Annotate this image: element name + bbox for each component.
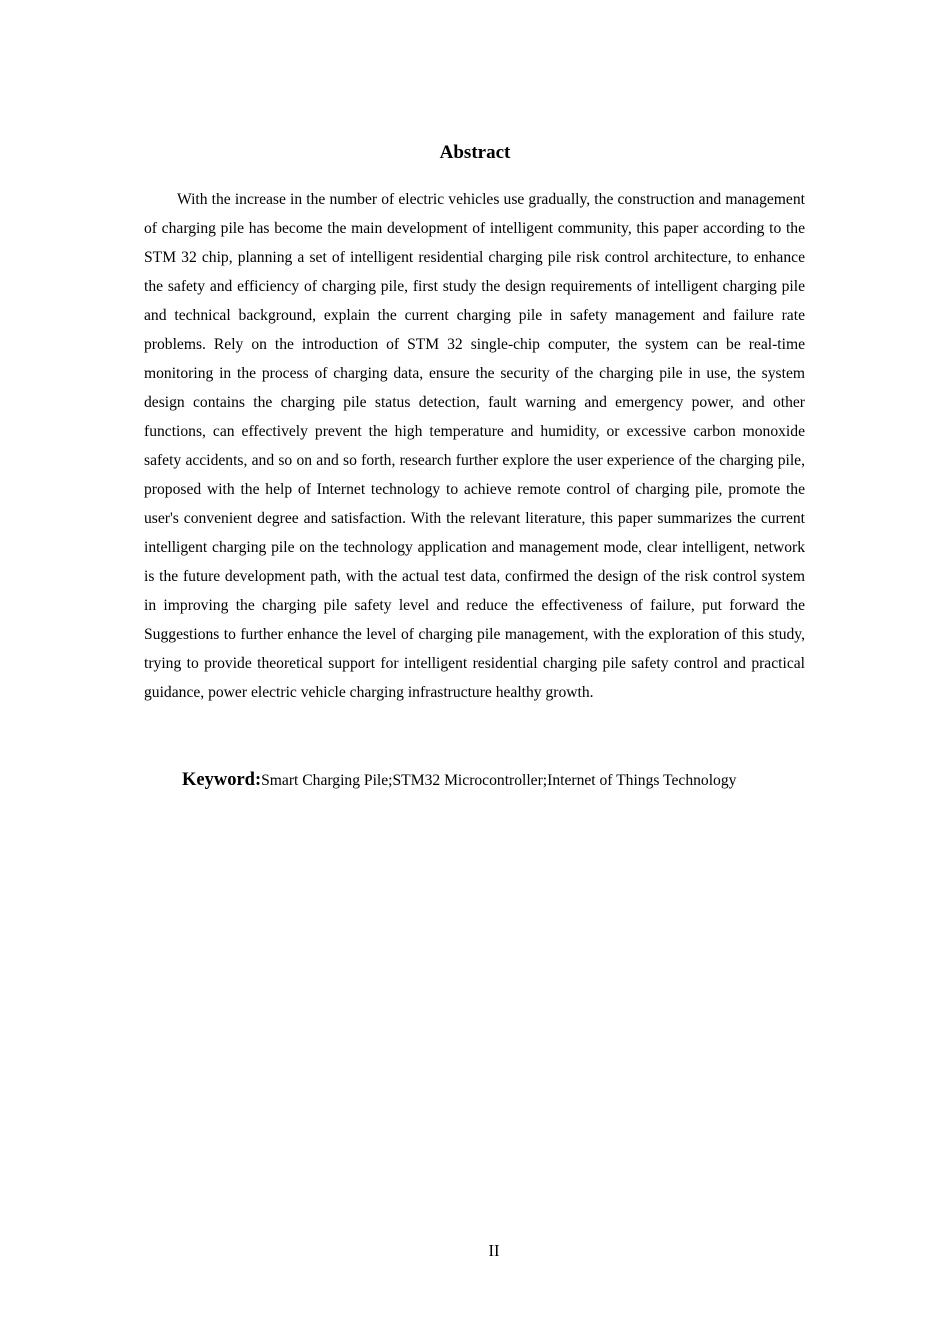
keywords-label: Keyword: bbox=[182, 770, 262, 790]
keywords-value: Smart Charging Pile;STM32 Microcontroller;Internet of Things Technology bbox=[261, 772, 737, 789]
page-number: II bbox=[488, 1241, 500, 1260]
keywords-line bbox=[182, 766, 736, 795]
abstract-body: With the increase in the number of electric vehicles use gradually, the construction and management of charging pile has become the main development of intelligent community, this paper according to the STM 32 chip, planning a set of intelligent residential charging pile risk control architecture, to enhance the safety and efficiency of charging pile, first study the design requirements of intelligent charging pile and technical background, explain the current charging pile in safety management and failure rate problems. Rely on the introduction of STM 32 single-chip computer, the system can be real-time monitoring in the process of charging data, ensure the security of the charging pile in use, the system design contains the charging pile status detection, fault warning and emergency power, and other functions, can effectively prevent the high temperature and humidity, or excessive carbon monoxide safety accidents, and so on and so forth, research further explore the user experience of the charging pile, proposed with the help of Internet technology to achieve remote control of charging pile, promote the user's convenient degree and satisfaction. With the relevant literature, this paper summarizes the current intelligent charging pile on the technology application and management mode, clear intelligent, network is the future development path, with the actual test data, confirmed the design of the risk control system in improving the charging pile safety level and reduce the effectiveness of failure, put forward the Suggestions to further enhance the level of charging pile management, with the exploration of this study, trying to provide theoretical support for intelligent residential charging pile safety control and practical guidance, power electric vehicle charging infrastructure healthy growth. bbox=[144, 191, 805, 701]
abstract-title: Abstract bbox=[439, 142, 511, 163]
